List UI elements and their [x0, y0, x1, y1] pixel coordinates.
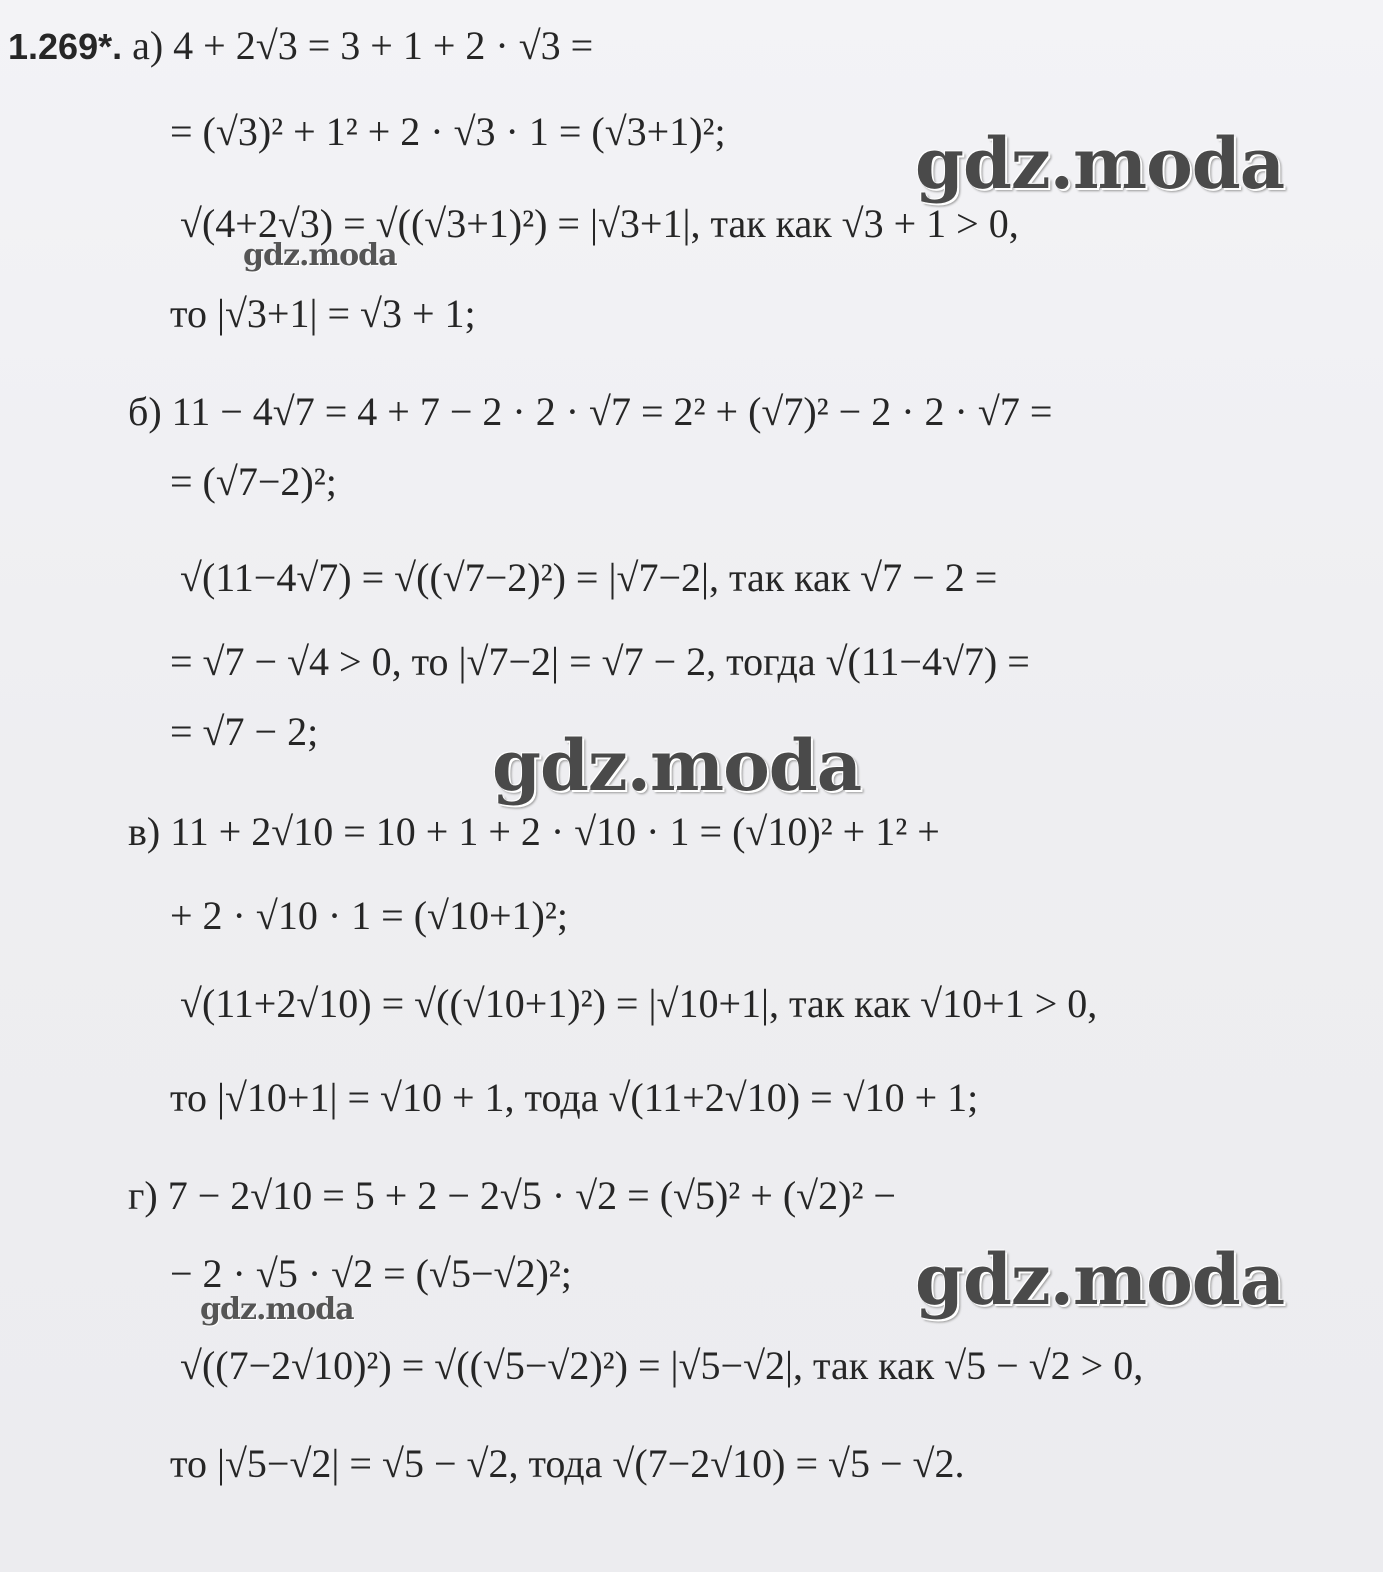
solution-line-b3: √(11−4√7) = √((√7−2)²) = |√7−2|, так как √7 − 2 = [180, 555, 998, 600]
solution-line-d4: то |√5−√2| = √5 − √2, тода √(7−2√10) = √5 − √2. [170, 1441, 965, 1486]
exercise-number: 1.269*. [8, 26, 123, 67]
solution-line-d1: г) 7 − 2√10 = 5 + 2 − 2√5 · √2 = (√5)² + (√2)² − [128, 1173, 896, 1218]
solution-line-d3: √((7−2√10)²) = √((√5−√2)²) = |√5−√2|, так как √5 − √2 > 0, [180, 1343, 1144, 1388]
watermark: gdz.moda [492, 724, 862, 807]
solution-line-b2: = (√7−2)²; [170, 459, 337, 504]
solution-line-a4: то |√3+1| = √3 + 1; [170, 291, 476, 336]
watermark: gdz.moda [915, 122, 1285, 205]
solution-line-c4: то |√10+1| = √10 + 1, тода √(11+2√10) = √10 + 1; [170, 1075, 979, 1120]
watermark-small: gdz.moda [200, 1292, 354, 1327]
solution-line-d2: − 2 · √5 · √2 = (√5−√2)²; [170, 1251, 572, 1296]
solution-line-c3: √(11+2√10) = √((√10+1)²) = |√10+1|, так как √10+1 > 0, [180, 981, 1098, 1026]
solution-line-b5: = √7 − 2; [170, 709, 319, 754]
solution-line-c2: + 2 · √10 · 1 = (√10+1)²; [170, 893, 568, 938]
solution-line-b4: = √7 − √4 > 0, то |√7−2| = √7 − 2, тогда √(11−4√7) = [170, 639, 1030, 684]
watermark-small: gdz.moda [243, 238, 397, 273]
line-text: а) 4 + 2√3 = 3 + 1 + 2 · √3 = [132, 23, 594, 68]
watermark: gdz.moda [915, 1238, 1285, 1321]
solution-line-a2: = (√3)² + 1² + 2 · √3 · 1 = (√3+1)²; [170, 109, 726, 154]
solution-line-a1 [8, 22, 593, 71]
solution-line-c1: в) 11 + 2√10 = 10 + 1 + 2 · √10 · 1 = (√10)² + 1² + [128, 809, 940, 854]
solution-line-b1: б) 11 − 4√7 = 4 + 7 − 2 · 2 · √7 = 2² + (√7)² − 2 · 2 · √7 = [128, 389, 1053, 434]
solution-line-a3: √(4+2√3) = √((√3+1)²) = |√3+1|, так как √3 + 1 > 0, [180, 201, 1019, 246]
